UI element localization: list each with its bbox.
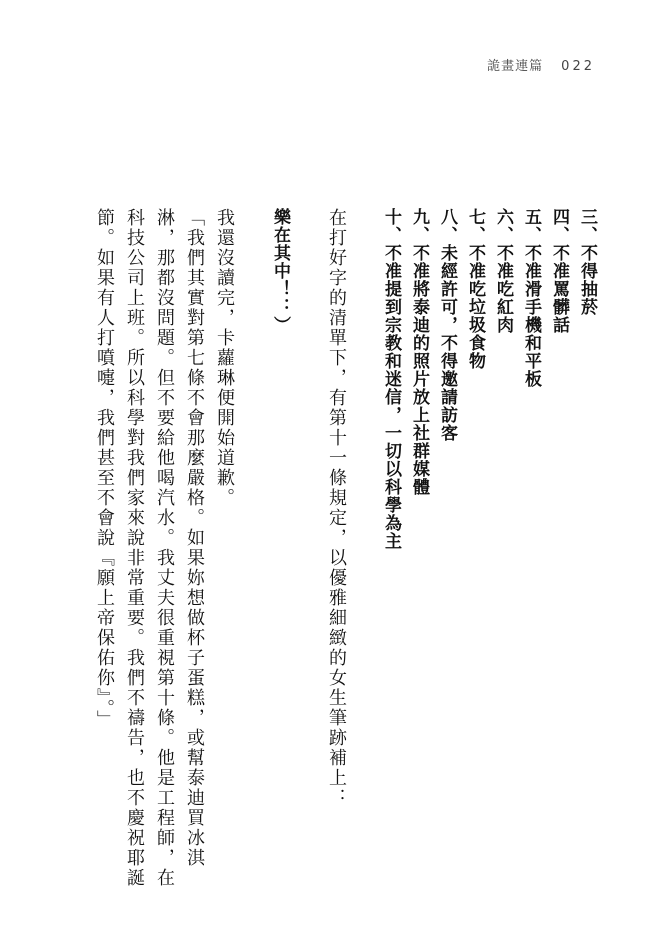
spacer (239, 208, 265, 888)
handwritten-rule: 樂在其中！：） (270, 208, 290, 334)
running-header (487, 55, 595, 74)
rule-item: 六、不准吃紅肉 (493, 208, 513, 334)
rule-item: 三、不得抽菸 (577, 208, 597, 316)
spacer (295, 208, 321, 888)
vertical-text-body (89, 208, 601, 888)
rule-item: 四、不准罵髒話 (549, 208, 569, 334)
paragraph-quote: 「我們其實對第七條不會那麼嚴格。如果妳想做杯子蛋糕，或幫泰迪買冰淇淋，那都沒問題。但不要給他喝汽水。我丈夫很重視第十條。他是工程師，在科技公司上班。所以科學對我們家來說非常重要。我們不禱告，也不慶祝耶誕節。如果有人打噴嚏，我們甚至不會說『願上帝保佑你』。」 (94, 208, 205, 888)
page-number: 022 (561, 59, 595, 74)
rule-item: 七、不准吃垃圾食物 (465, 208, 485, 370)
rule-item: 十、不准提到宗教和迷信，一切以科學為主 (381, 208, 401, 550)
book-title: 詭畫連篇 (487, 59, 544, 74)
paragraph: 我還沒讀完，卡蘿琳便開始道歉。 (214, 208, 235, 508)
paragraph-intro: 在打好字的清單下，有第十一條規定，以優雅細緻的女生筆跡補上： (326, 208, 347, 808)
rule-item: 五、不准滑手機和平板 (521, 208, 541, 388)
rule-item: 八、未經許可，不得邀請訪客 (437, 208, 457, 442)
rule-item: 九、不准將泰迪的照片放上社群媒體 (409, 208, 429, 496)
spacer (351, 208, 377, 888)
